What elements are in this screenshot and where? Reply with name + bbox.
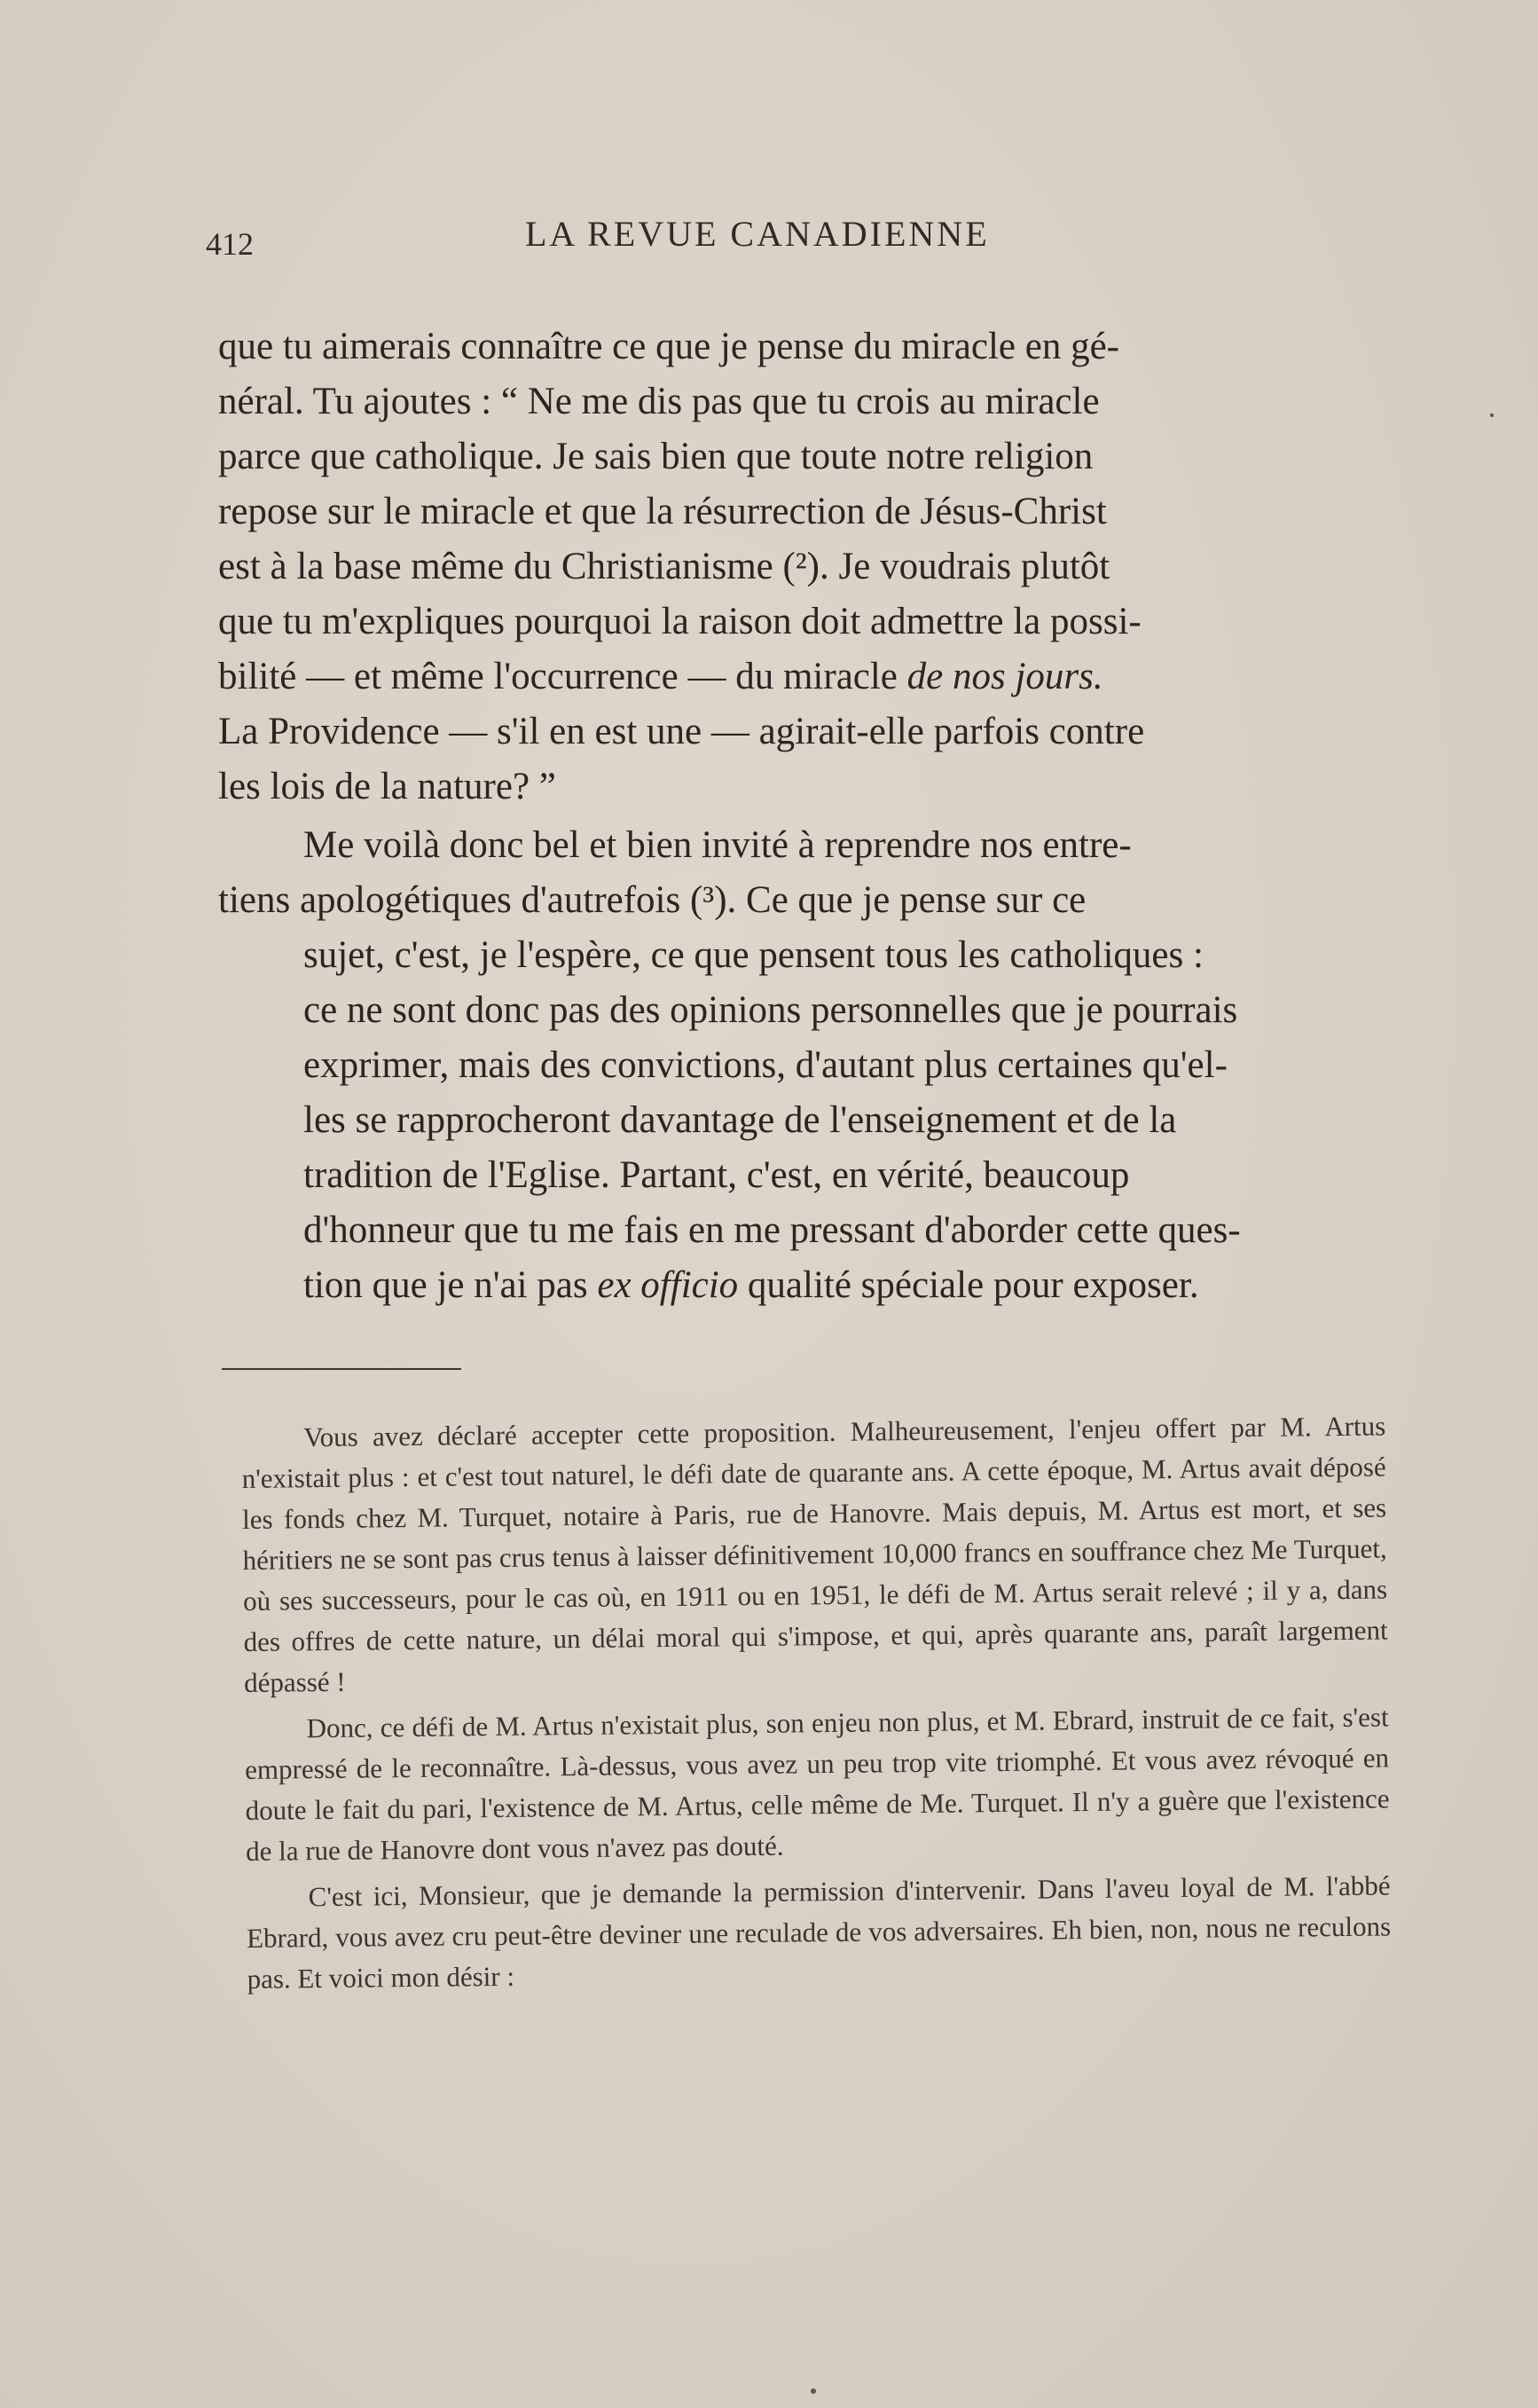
text-segment: tion que je n'ai pas [303, 1264, 588, 1306]
main-text [218, 319, 1362, 1313]
footnotes [241, 1405, 1392, 2004]
text-line: La Providence — s'il en est une — agirait-elle parfois contre [218, 711, 1145, 752]
text-line [218, 649, 1362, 704]
text-segment: qualité spéciale pour exposer. [747, 1264, 1199, 1306]
text-line: d'honneur que tu me fais en me pressant d'aborder cette ques- [303, 1209, 1241, 1251]
footnote-divider [222, 1368, 461, 1370]
ink-speck [811, 2388, 816, 2394]
running-title: LA REVUE CANADIENNE [525, 214, 990, 254]
text-line: sujet, c'est, je l'espère, ce que pensent tous les catholiques : [303, 934, 1204, 976]
text-line: est à la base même du Christianisme (²). Je voudrais plutôt [218, 546, 1110, 587]
paragraph-2 [218, 818, 1362, 1313]
footnote-paragraph: Vous avez déclaré accepter cette proposition. Malheureusement, l'enjeu offert par M. Artus n'existait plus : et c'est tout naturel, le défi date de quarante ans. A cette époque, M. Artus avait déposé les fonds chez M. Turquet, notaire à Paris, rue de Hanovre. Mais depuis, M. Artus est mort, et ses héritiers ne se sont pas crus tenus à laisser définitivement 10,000 francs en souffrance chez Me Turquet, où ses successeurs, pour le cas où, en 1911 ou en 1951, le défi de M. Artus serait relevé ; il y a, dans des offres de cette nature, un délai moral qui s'impose, et qui, après quarante ans, paraît largement dépassé ! [241, 1410, 1388, 1698]
italic-phrase: de nos jours. [906, 656, 1103, 697]
text-line: exprimer, mais des convictions, d'autant plus certaines qu'el- [303, 1044, 1228, 1086]
paragraph-1 [218, 319, 1362, 814]
text-line: Me voilà donc bel et bien invité à reprendre nos entre- [303, 824, 1132, 866]
text-line: tiens apologétiques d'autrefois (³). Ce que je pense sur ce [218, 879, 1087, 921]
ink-speck [1490, 413, 1494, 417]
page-header [206, 213, 1359, 266]
text-segment: bilité — et même l'occurrence — du miracle [218, 656, 898, 697]
text-line: néral. Tu ajoutes : “ Ne me dis pas que tu crois au miracle [218, 381, 1100, 422]
page-number: 412 [206, 226, 254, 262]
text-line: ce ne sont donc pas des opinions personnelles que je pourrais [303, 989, 1238, 1031]
text-line: parce que catholique. Je sais bien que toute notre religion [218, 436, 1094, 477]
text-line: tradition de l'Eglise. Partant, c'est, en vérité, beaucoup [303, 1154, 1130, 1196]
footnote-paragraph: Donc, ce défi de M. Artus n'existait plus, son enjeu non plus, et M. Ebrard, instruit de ce fait, s'est empressé de le reconnaître. Là-dessus, vous avez un peu trop vite triomphé. Et vous avez révoqué en doute le fait du pari, l'existence de M. Artus, celle même de Me. Turquet. Il n'y a guère que l'existence de la rue de Hanovre dont vous n'avez pas douté. [244, 1701, 1390, 1867]
text-line: que tu aimerais connaître ce que je pense du miracle en gé- [218, 326, 1120, 367]
text-line [218, 1258, 1362, 1313]
text-line: les se rapprocheront davantage de l'enseignement et de la [303, 1099, 1177, 1141]
italic-phrase: ex officio [597, 1264, 739, 1306]
text-line: que tu m'expliques pourquoi la raison doit admettre la possi- [218, 601, 1142, 642]
text-line: repose sur le miracle et que la résurrection de Jésus-Christ [218, 491, 1107, 532]
text-line: les lois de la nature? ” [218, 766, 556, 807]
footnote-paragraph: C'est ici, Monsieur, que je demande la permission d'intervenir. Dans l'aveu loyal de M. l'abbé Ebrard, vous avez cru peut-être deviner une reculade de vos adversaires. Eh bien, non, nous ne reculons pas. Et voici mon désir : [246, 1869, 1392, 1995]
